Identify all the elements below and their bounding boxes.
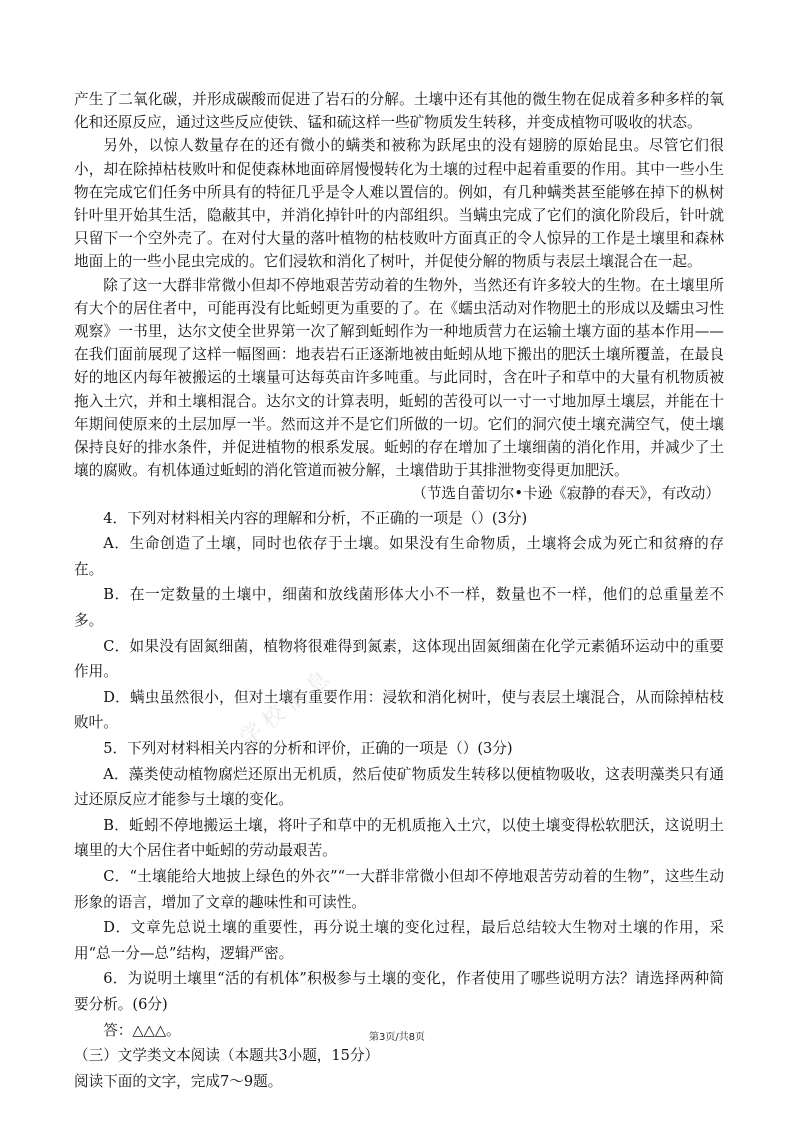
section-title: （三）文学类文本阅读（本题共3小题，15分）: [74, 1047, 380, 1065]
watermark: 学校信息: [235, 662, 340, 752]
question-4-option-d: D．螨虫虽然很小，但对土壤有重要作用：浸软和消化树叶，使与表层土壤混合，从而除掉枯枝败叶。: [74, 688, 724, 732]
question-4-option-a: A．生命创造了土壤，同时也依存于土壤。如果没有生命物质，土壤将会成为死亡和贫瘠的存在。: [74, 535, 724, 578]
question-4-stem: 4．下列对材料相关内容的理解和分析，不正确的一项是（）(3分): [103, 509, 528, 527]
passage-paragraph: 另外，以惊人数量存在的还有微小的螨类和被称为跃尾虫的没有翅膀的原始昆虫。尽管它们很小，却在除掉枯枝败叶和促使森林地面碎屑慢慢转化为土壤的过程中起着重要的作用。其中一些小生物在完成它们任务中所具有的特征几乎是令人难以置信的。例如，有几种螨类甚至能够在掉下的枞树针叶里开始其生活，隐蔽其中，并消化掉针叶的内部组织。当螨虫完成了它们的演化阶段后，针叶就只留下一个空外壳了。在对付大量的落叶植物的枯枝败叶方面真正的令人惊异的工作是土壤里和森林地面上的一些小昆虫完成的。它们浸软和消化了树叶，并促使分解的物质与表层土壤混合在一起。: [74, 137, 724, 271]
question-5-option-a: A．藻类使动植物腐烂还原出无机质，然后使矿物质发生转移以便植物吸收，这表明藻类只有通过还原反应才能参与土壤的变化。: [74, 765, 724, 809]
page-body: [74, 88, 724, 1094]
question-5-stem: 5．下列对材料相关内容的分析和评价，正确的一项是（）(3分): [103, 740, 513, 757]
question-list: [74, 506, 724, 1043]
question-6-stem: 6．为说明土壤里“活的有机体”积极参与土壤的变化，作者使用了哪些说明方法？请选择两种简要分析。(6分): [74, 970, 724, 1013]
question-5-option-d: D．文章先总说土壤的重要性，再分说土壤的变化过程，最后总结较大生物对土壤的作用，采用“总一分—总”结构，逻辑严密。: [74, 919, 724, 962]
answer-line: 答：△△△。: [103, 1021, 181, 1039]
passage-paragraph: 除了这一大群非常微小但却不停地艰苦劳动着的生物外，当然还有许多较大的生物。在土壤里所有大个的居住者中，可能再没有比蚯蚓更为重要的了。在《蠕虫活动对作物肥土的形成以及蠕虫习性观察》一书里，达尔文使全世界第一次了解到蚯蚓作为一种地质营力在运输土壤方面的基本作用——在我们面前展现了这样一幅图画：地表岩石正逐渐地被由蚯蚓从地下搬出的肥沃土壤所覆盖，在最良好的地区内每年被搬运的土壤量可达每英亩许多吨重。与此同时，含在叶子和草中的大量有机物质被拖入土穴，并和土壤相混合。达尔文的计算表明，蚯蚓的苦役可以一寸一寸地加厚土壤层，并能在十年期间使原来的土层加厚一半。然而这并不是它们所做的一切。它们的洞穴使土壤充满空气，使土壤保持良好的排水条件，并促进植物的根系发展。蚯蚓的存在增加了土壤细菌的消化作用，并减少了土壤的腐败。有机体通过蚯蚓的消化管道而被分解，土壤借助于其排泄物变得更加肥沃。: [74, 276, 724, 480]
passage-paragraph: 产生了二氧化碳，并形成碳酸而促进了岩石的分解。土壤中还有其他的微生物在促成着多种多样的氧化和还原反应，通过这些反应使铁、锰和硫这样一些矿物质发生转移，并变成植物可吸收的状态。: [74, 91, 724, 132]
question-4-option-b: B．在一定数量的土壤中，细菌和放线菌形体大小不一样，数量也不一样，他们的总重量差不多。: [74, 586, 724, 630]
question-5-option-b: B．蚯蚓不停地搬运土壤，将叶子和草中的无机质拖入土穴，以使土壤变得松软肥沃，这说明土壤里的大个居住者中蚯蚓的劳动最艰苦。: [74, 816, 724, 860]
passage-source: （节选自蕾切尔•卡逊《寂静的春天》，有改动）: [412, 485, 720, 503]
question-4-option-c: C．如果没有固氮细菌，植物将很难得到氮素，这体现出固氮细菌在化学元素循环运动中的重要作用。: [74, 637, 724, 681]
passage: [74, 88, 724, 506]
question-5-option-c: C．“土壤能给大地披上绿色的外衣”“一大群非常微小但却不停地艰苦劳动着的生物”，这些生动形象的语言，增加了文章的趣味性和可读性。: [74, 867, 724, 911]
section-instruction: 阅读下面的文字，完成7～9题。: [74, 1072, 283, 1090]
page-footer: 第3页/共8页: [368, 1032, 426, 1043]
